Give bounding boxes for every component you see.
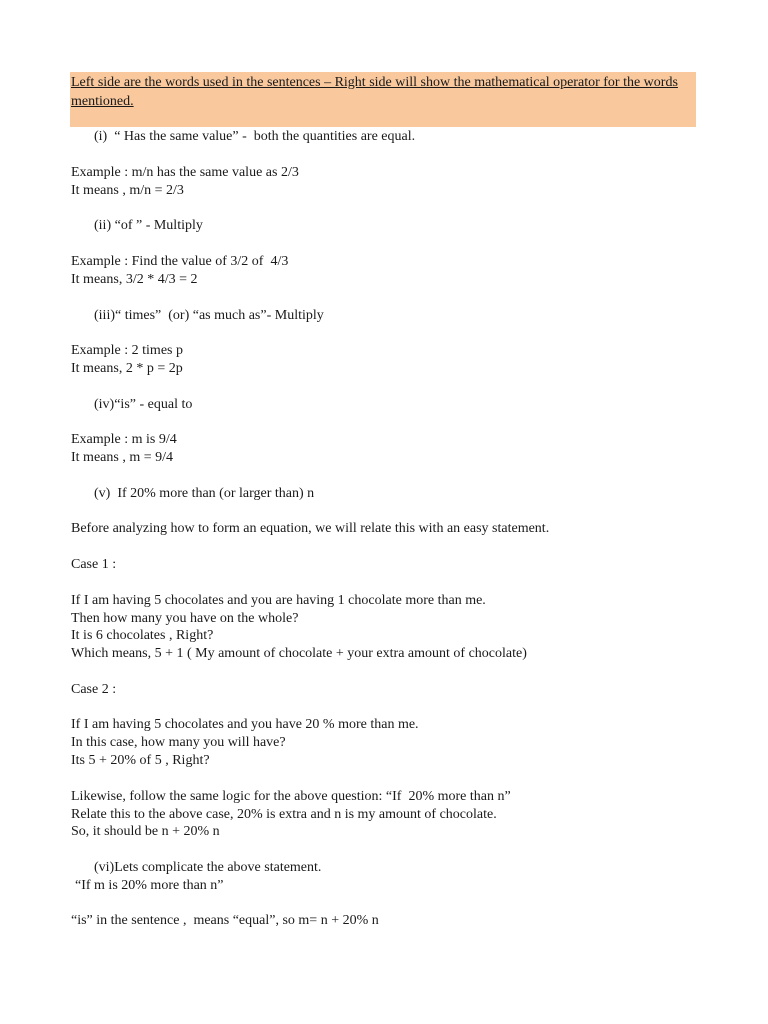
case-1-line-3: It is 6 chocolates , Right? [71,628,214,643]
case-2-line-1: If I am having 5 chocolates and you have 20 % more than me. [71,717,419,732]
meaning-ii: It means, 3/2 * 4/3 = 2 [71,272,198,287]
logic-line-1: Likewise, follow the same logic for the above question: “If 20% more than n” [71,789,511,804]
logic-line-3: So, it should be n + 20% n [71,824,220,839]
meaning-i: It means , m/n = 2/3 [71,183,184,198]
case-2-line-3: Its 5 + 20% of 5 , Right? [71,753,210,768]
example-i: Example : m/n has the same value as 2/3 [71,165,299,180]
case-1-line-2: Then how many you have on the whole? [71,611,299,626]
case-1-line-1: If I am having 5 chocolates and you are having 1 chocolate more than me. [71,593,486,608]
meaning-iii: It means, 2 * p = 2p [71,361,183,376]
logic-line-2: Relate this to the above case, 20% is extra and n is my amount of chocolate. [71,807,497,822]
rule-vi: (vi)Lets complicate the above statement. [94,860,322,875]
conclusion-line: “is” in the sentence , means “equal”, so m= n + 20% n [71,913,379,928]
meaning-iv: It means , m = 9/4 [71,450,173,465]
rule-vi-statement: “If m is 20% more than n” [75,878,224,893]
case-2-line-2: In this case, how many you will have? [71,735,286,750]
banner-text: Left side are the words used in the sentences – Right side will show the mathematical operator for the words mentioned. [71,75,678,109]
intro-paragraph: Before analyzing how to form an equation, we will relate this with an easy statement. [71,521,550,536]
case-1-heading: Case 1 : [71,557,117,572]
example-iv: Example : m is 9/4 [71,432,177,447]
rule-v: (v) If 20% more than (or larger than) n [94,486,315,501]
rule-iv: (iv)“is” - equal to [94,397,193,412]
example-iii: Example : 2 times p [71,343,183,358]
case-1-line-4: Which means, 5 + 1 ( My amount of chocolate + your extra amount of chocolate) [71,646,527,661]
case-2-heading: Case 2 : [71,682,117,697]
rule-i: (i) “ Has the same value” - both the quantities are equal. [94,129,416,144]
rule-ii: (ii) “of ” - Multiply [94,218,203,233]
example-ii: Example : Find the value of 3/2 of 4/3 [71,254,289,269]
rule-iii: (iii)“ times” (or) “as much as”- Multiply [94,308,324,323]
